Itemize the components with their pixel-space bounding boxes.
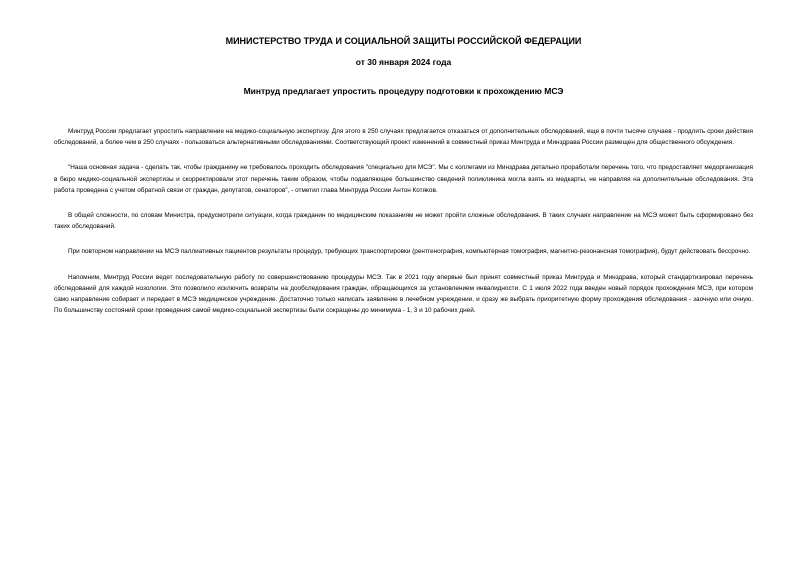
paragraph-4: При повторном направлении на МСЭ паллиативных пациентов результаты процедур, требующих транспортировки (рентгенография, компьютерная томография, магнитно-резонансная томография), будут действовать бессрочно. [68, 248, 751, 256]
document-body [54, 126, 753, 330]
document-headline: Минтруд предлагает упростить процедуру подготовки к прохождению МСЭ [243, 86, 564, 96]
document-date: от 30 января 2024 года [355, 57, 452, 67]
paragraph-1: Минтруд России предлагает упростить направление на медико-социальную экспертизу. Для этого в 250 случаях предлагается отказаться от дополнительных обследований, еще в почти тысяче случаев - продлить сроки действия обследований, а более чем в 250 случаях - пользоваться альтернативными обследованиями. Соответствующий проект изменений в совместный приказ Минтруда и Минздрава России размещен для общественного обсуждения. [54, 128, 753, 147]
paragraph-2: "Наша основная задача - сделать так, чтобы гражданину не требовалось проходить обследования "специально для МСЭ". Мы с коллегами из Минздрава детально проработали перечень того, что предоставляет медорганизация в бюро медико-социальной экспертизы и скорректировали этот перечень таким образом, чтобы подавляющее большинство сведений поликлиника могла взять из медкарты, не направляя на дополнительные обследования. Эта работа проведена с учетом обратной связи от граждан, депутатов, сенаторов", - отметил глава Минтруда России Антон Котяков. [54, 164, 753, 194]
ministry-heading: МИНИСТЕРСТВО ТРУДА И СОЦИАЛЬНОЙ ЗАЩИТЫ РОССИЙСКОЙ ФЕДЕРАЦИИ [225, 36, 582, 46]
paragraph-5: Напомним, Минтруд России ведет последовательную работу по совершенствованию процедуры МСЭ. Так в 2021 году впервые был принят совместный приказ Минтруда и Минздрава, который стандартизировал перечень обследований для каждой нозологии. Это позволило исключить возвраты на дообследования граждан, обращающихся за установлением инвалидности. С 1 июля 2022 года введен новый порядок прохождения МСЭ, при котором само направление собирает и передает в МСЭ медицинское учреждение. Достаточно только написать заявление в лечебном учреждении, и сразу же выбрать приоритетную форму прохождения обследования - заочную или очную. По большинству состояний сроки проведения самой медико-социальной экспертизы были сокращены до минимума - 1, 3 и 10 рабочих дней. [54, 273, 753, 315]
paragraph-3: В общей сложности, по словам Министра, предусмотрели ситуации, когда гражданин по медицинским показаниям не может пройти сложные обследования. В таких случаях направление на МСЭ может быть сформировано без таких обследований. [54, 212, 753, 231]
